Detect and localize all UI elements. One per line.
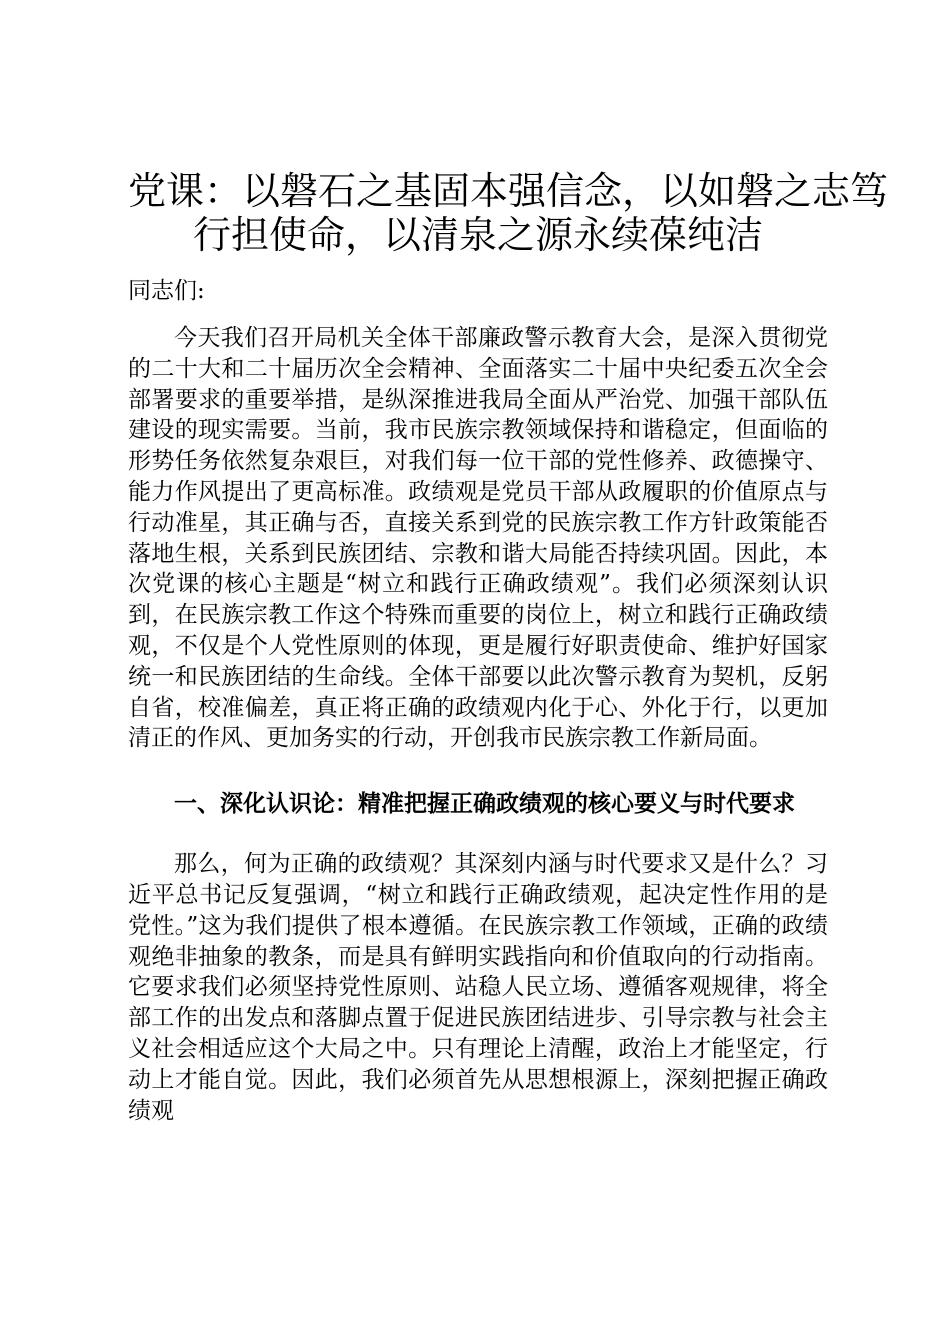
section-heading-1: 一、深化认识论：精准把握正确政绩观的核心要义与时代要求: [174, 790, 795, 818]
document-title-line-2: 行担使命，以清泉之源永续葆纯洁: [192, 213, 763, 257]
document-page: [128, 169, 889, 1126]
paragraph-intro: 今天我们召开局机关全体干部廉政警示教育大会，是深入贯彻党的二十大和二十届历次全会精神、全面落实二十届中央纪委五次全会部署要求的重要举措，是纵深推进我局全面从严治党、加强干部队伍建设的现实需要。当前，我市民族宗教领域保持和谐稳定，但面临的形势任务依然复杂艰巨，对我们每一位干部的党性修养、政德操守、能力作风提出了更高标准。政绩观是党员干部从政履职的价值原点与行动准星，其正确与否，直接关系到党的民族宗教工作方针政策能否落地生根，关系到民族团结、宗教和谐大局能否持续巩固。因此，本次党课的核心主题是“树立和践行正确政绩观”。我们必须深刻认识到，在民族宗教工作这个特殊而重要的岗位上，树立和践行正确政绩观，不仅是个人党性原则的体现，更是履行好职责使命、维护好国家统一和民族团结的生命线。全体干部要以此次警示教育为契机，反躬自省，校准偏差，真正将正确的政绩观内化于心、外化于行，以更加清正的作风、更加务实的行动，开创我市民族宗教工作新局面。: [128, 325, 828, 752]
salutation: 同志们:: [128, 278, 205, 304]
paragraph-section-1: 那么，何为正确的政绩观？其深刻内涵与时代要求又是什么？习近平总书记反复强调，“树立和践行正确政绩观，起决定性作用的是党性。”这为我们提供了根本遵循。在民族宗教工作领域，正确的政绩观绝非抽象的教条，而是具有鲜明实践指向和价值取向的行动指南。它要求我们必须坚持党性原则、站稳人民立场、遵循客观规律，将全部工作的出发点和落脚点置于促进民族团结进步、引导宗教与社会主义社会相适应这个大局之中。只有理论上清醒，政治上才能坚定，行动上才能自觉。因此，我们必须首先从思想根源上，深刻把握正确政绩观: [128, 851, 828, 1124]
document-title: [128, 169, 889, 257]
document-title-line-1: 党课：以磐石之基固本强信念，以如磐之志笃: [128, 169, 889, 213]
